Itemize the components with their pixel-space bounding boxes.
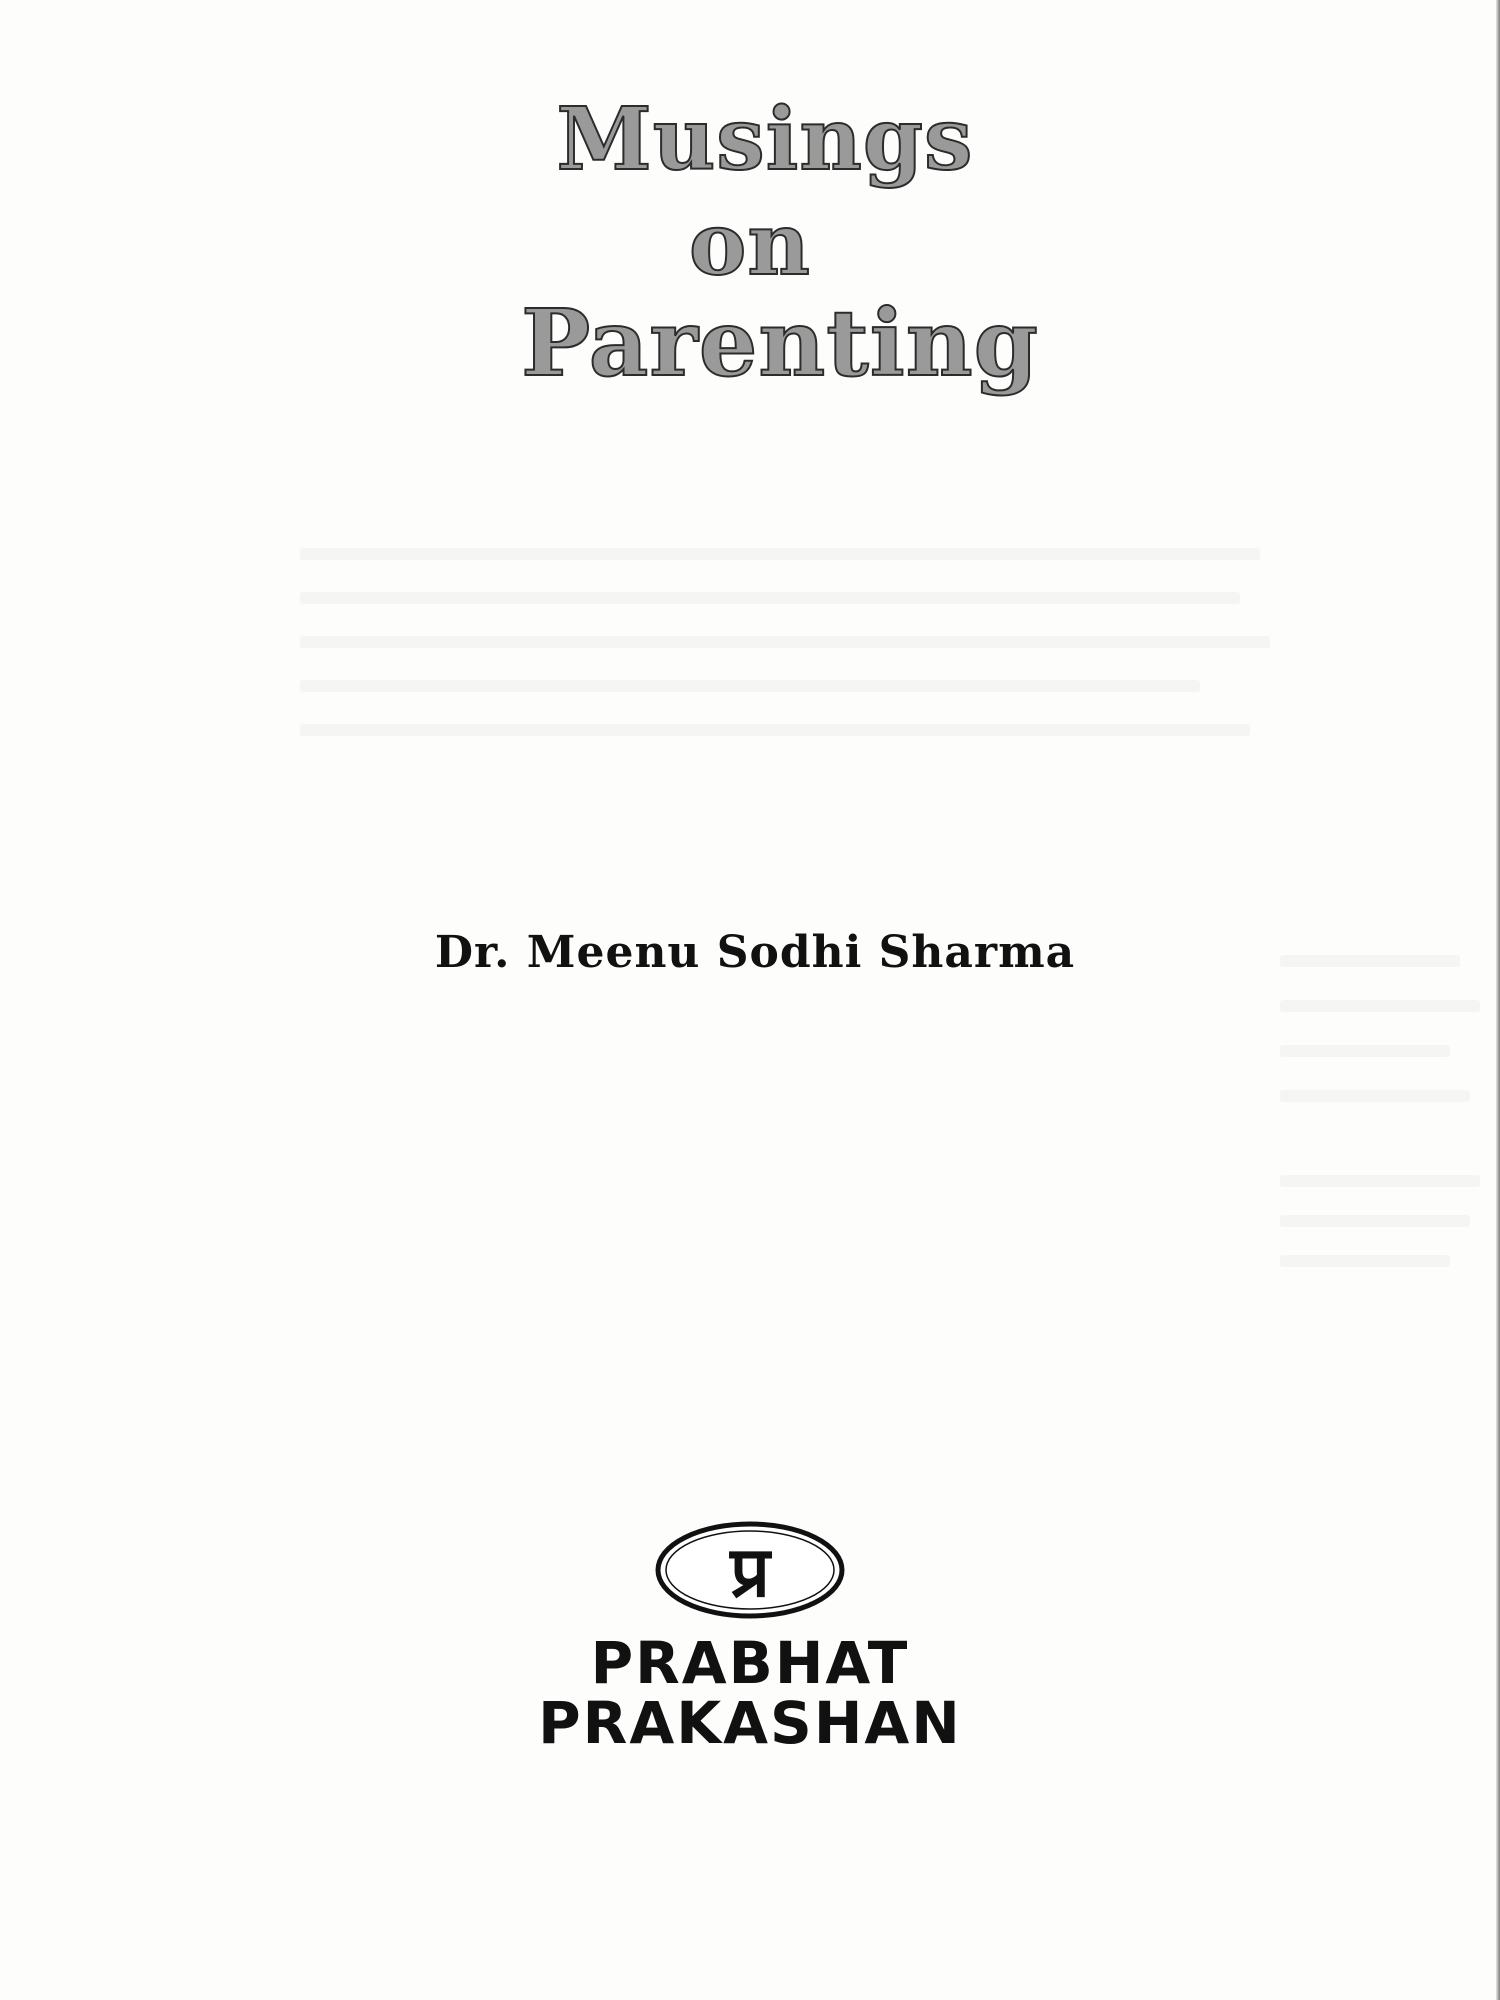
prabhat-prakashan-emblem-icon xyxy=(650,1510,850,1630)
book-title-line-3: Parenting xyxy=(521,289,1039,397)
publisher-name-line-2: PRAKASHAN xyxy=(538,1689,962,1757)
book-title-line-2: on xyxy=(689,194,811,295)
publisher-name-line-1: PRABHAT xyxy=(590,1629,910,1697)
book-title-line-1: Musings xyxy=(556,89,974,190)
logo-glyph: प्र xyxy=(730,1531,770,1613)
author-name: Dr. Meenu Sodhi Sharma xyxy=(434,927,1076,978)
